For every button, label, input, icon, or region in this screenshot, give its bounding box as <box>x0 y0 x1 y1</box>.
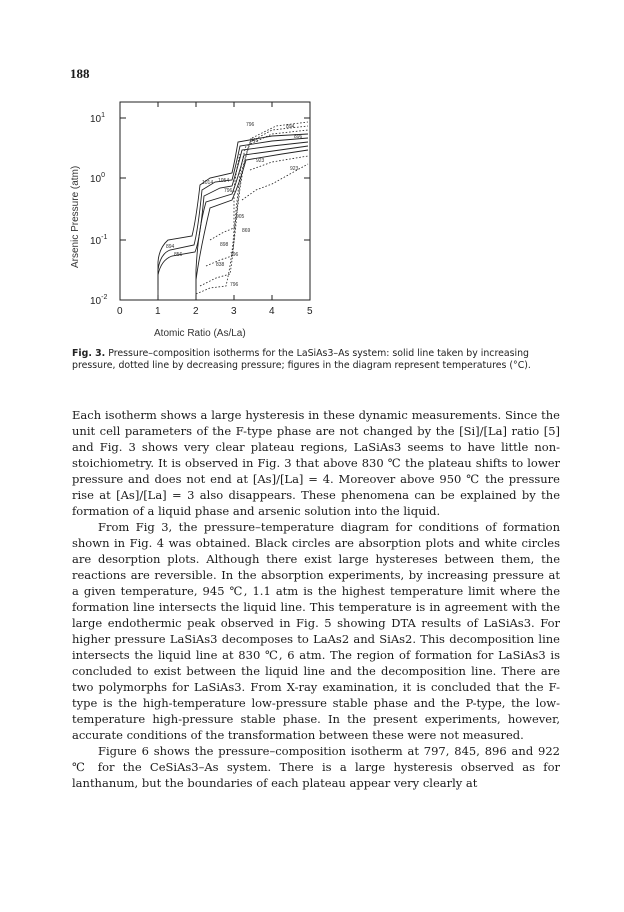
isotherm-label: 838 <box>216 262 225 268</box>
isotherm-label: 923 <box>256 158 265 164</box>
x-tick-label-1: 1 <box>155 306 161 317</box>
isotherm-label: 894 <box>286 124 295 130</box>
y-tick-label-m1: $10^{-1}$ <box>90 234 108 247</box>
desorption-isotherms <box>196 122 308 294</box>
isotherm-label: 796 <box>224 188 233 194</box>
isotherm-label: 1014 <box>202 180 214 186</box>
figure-3 <box>60 90 330 342</box>
plot-frame <box>120 102 310 300</box>
isotherm-label: 796 <box>230 282 239 288</box>
isotherm-label: 796 <box>246 122 255 128</box>
isotherm-label: 869 <box>242 228 251 234</box>
paragraph: From Fig 3, the pressure–temperature diagram for conditions of formation shown in Fig. 4 was obtained. Black circles are absorption plots and white circles are desorption plots. Although there exist large hystereses between them, the reactions are reversible. In the absorption experiments, by increasing pressure at a given temperature, 945 ℃, 1.1 atm is the highest temperature limit where the formation line intersects the liquid line. This temperature is in agreement with the large endothermic peak observed in Fig. 5 showing DTA results of LaSiAs3. For higher pressure LaSiAs3 decomposes to LaAs2 and SiAs2. This decomposition line intersects the liquid line at 830 ℃, 6 atm. The region of formation for LaSiAs3 is concluded to exist between the liquid line and the decomposition line. There are two polymorphs for LaSiAs3. From X-ray examination, it is concluded that the F-type is the high-temperature low-pressure stable phase and the P-type, the low-temperature high-pressure stable phase. In the present experiments, however, accurate conditions of the transformation between these were not measured. <box>72 520 560 742</box>
y-tick-label-0: $10^0$ <box>90 172 106 185</box>
body-text <box>72 407 560 791</box>
x-tick-label-2: 2 <box>193 306 199 317</box>
isotherm-label: 905 <box>236 214 245 220</box>
isotherm-label: 1054 <box>218 178 230 184</box>
isotherm-label: 898 <box>220 242 229 248</box>
x-tick-label-5: 5 <box>307 306 313 317</box>
caption-text: Pressure–composition isotherms for the LaSiAs3–As system: solid line taken by increasing pressure, dotted line by decreasing pressure; figures in the diagram represent temperatures (°C). <box>72 348 531 372</box>
isotherm-label: 894 <box>166 244 175 250</box>
x-tick-label-3: 3 <box>231 306 237 317</box>
figure-caption <box>72 348 562 373</box>
y-axis-title: Arsenic Pressure (atm) <box>70 165 81 268</box>
x-tick-label-4: 4 <box>269 306 275 317</box>
y-tick-label-1: $10^1$ <box>90 112 106 125</box>
x-tick-marks <box>158 102 272 300</box>
absorption-isotherms <box>158 134 308 295</box>
paragraph: Figure 6 shows the pressure–composition isotherm at 797, 845, 896 and 922 ℃ for the CeSiAs3–As system. There is a large hysteresis observed as for lanthanum, but the boundaries of each plateau appear very clearly at <box>72 744 560 790</box>
isotherm-label: 796 <box>230 252 239 258</box>
isotherm-label: 845 <box>250 138 259 144</box>
paragraph: Each isotherm shows a large hysteresis in these dynamic measurements. Since the unit cell parameters of the F-type phase are not changed by the [Si]/[La] ratio [5] and Fig. 3 shows very clear plateau regions, LaSiAs3 seems to have little non-stoichiometry. It is observed in Fig. 3 that above 830 ℃ the plateau shifts to lower pressure and does not end at [As]/[La] = 4. Moreover above 950 ℃ the pressure rise at [As]/[La] = 3 also disappears. These phenomena can be explained by the formation of a liquid phase and arsenic solution into the liquid. <box>72 408 560 518</box>
isotherm-plot <box>60 90 330 342</box>
caption-label: Fig. 3. <box>72 348 106 359</box>
isotherm-label: 856 <box>174 252 183 258</box>
y-tick-label-m2: $10^{-2}$ <box>90 294 108 307</box>
isotherm-label: 923 <box>290 166 299 172</box>
page-number: 188 <box>70 66 90 81</box>
isotherm-label: 896 <box>294 134 303 140</box>
x-axis-title: Atomic Ratio (As/La) <box>154 328 246 339</box>
x-tick-label-0: 0 <box>117 306 123 317</box>
